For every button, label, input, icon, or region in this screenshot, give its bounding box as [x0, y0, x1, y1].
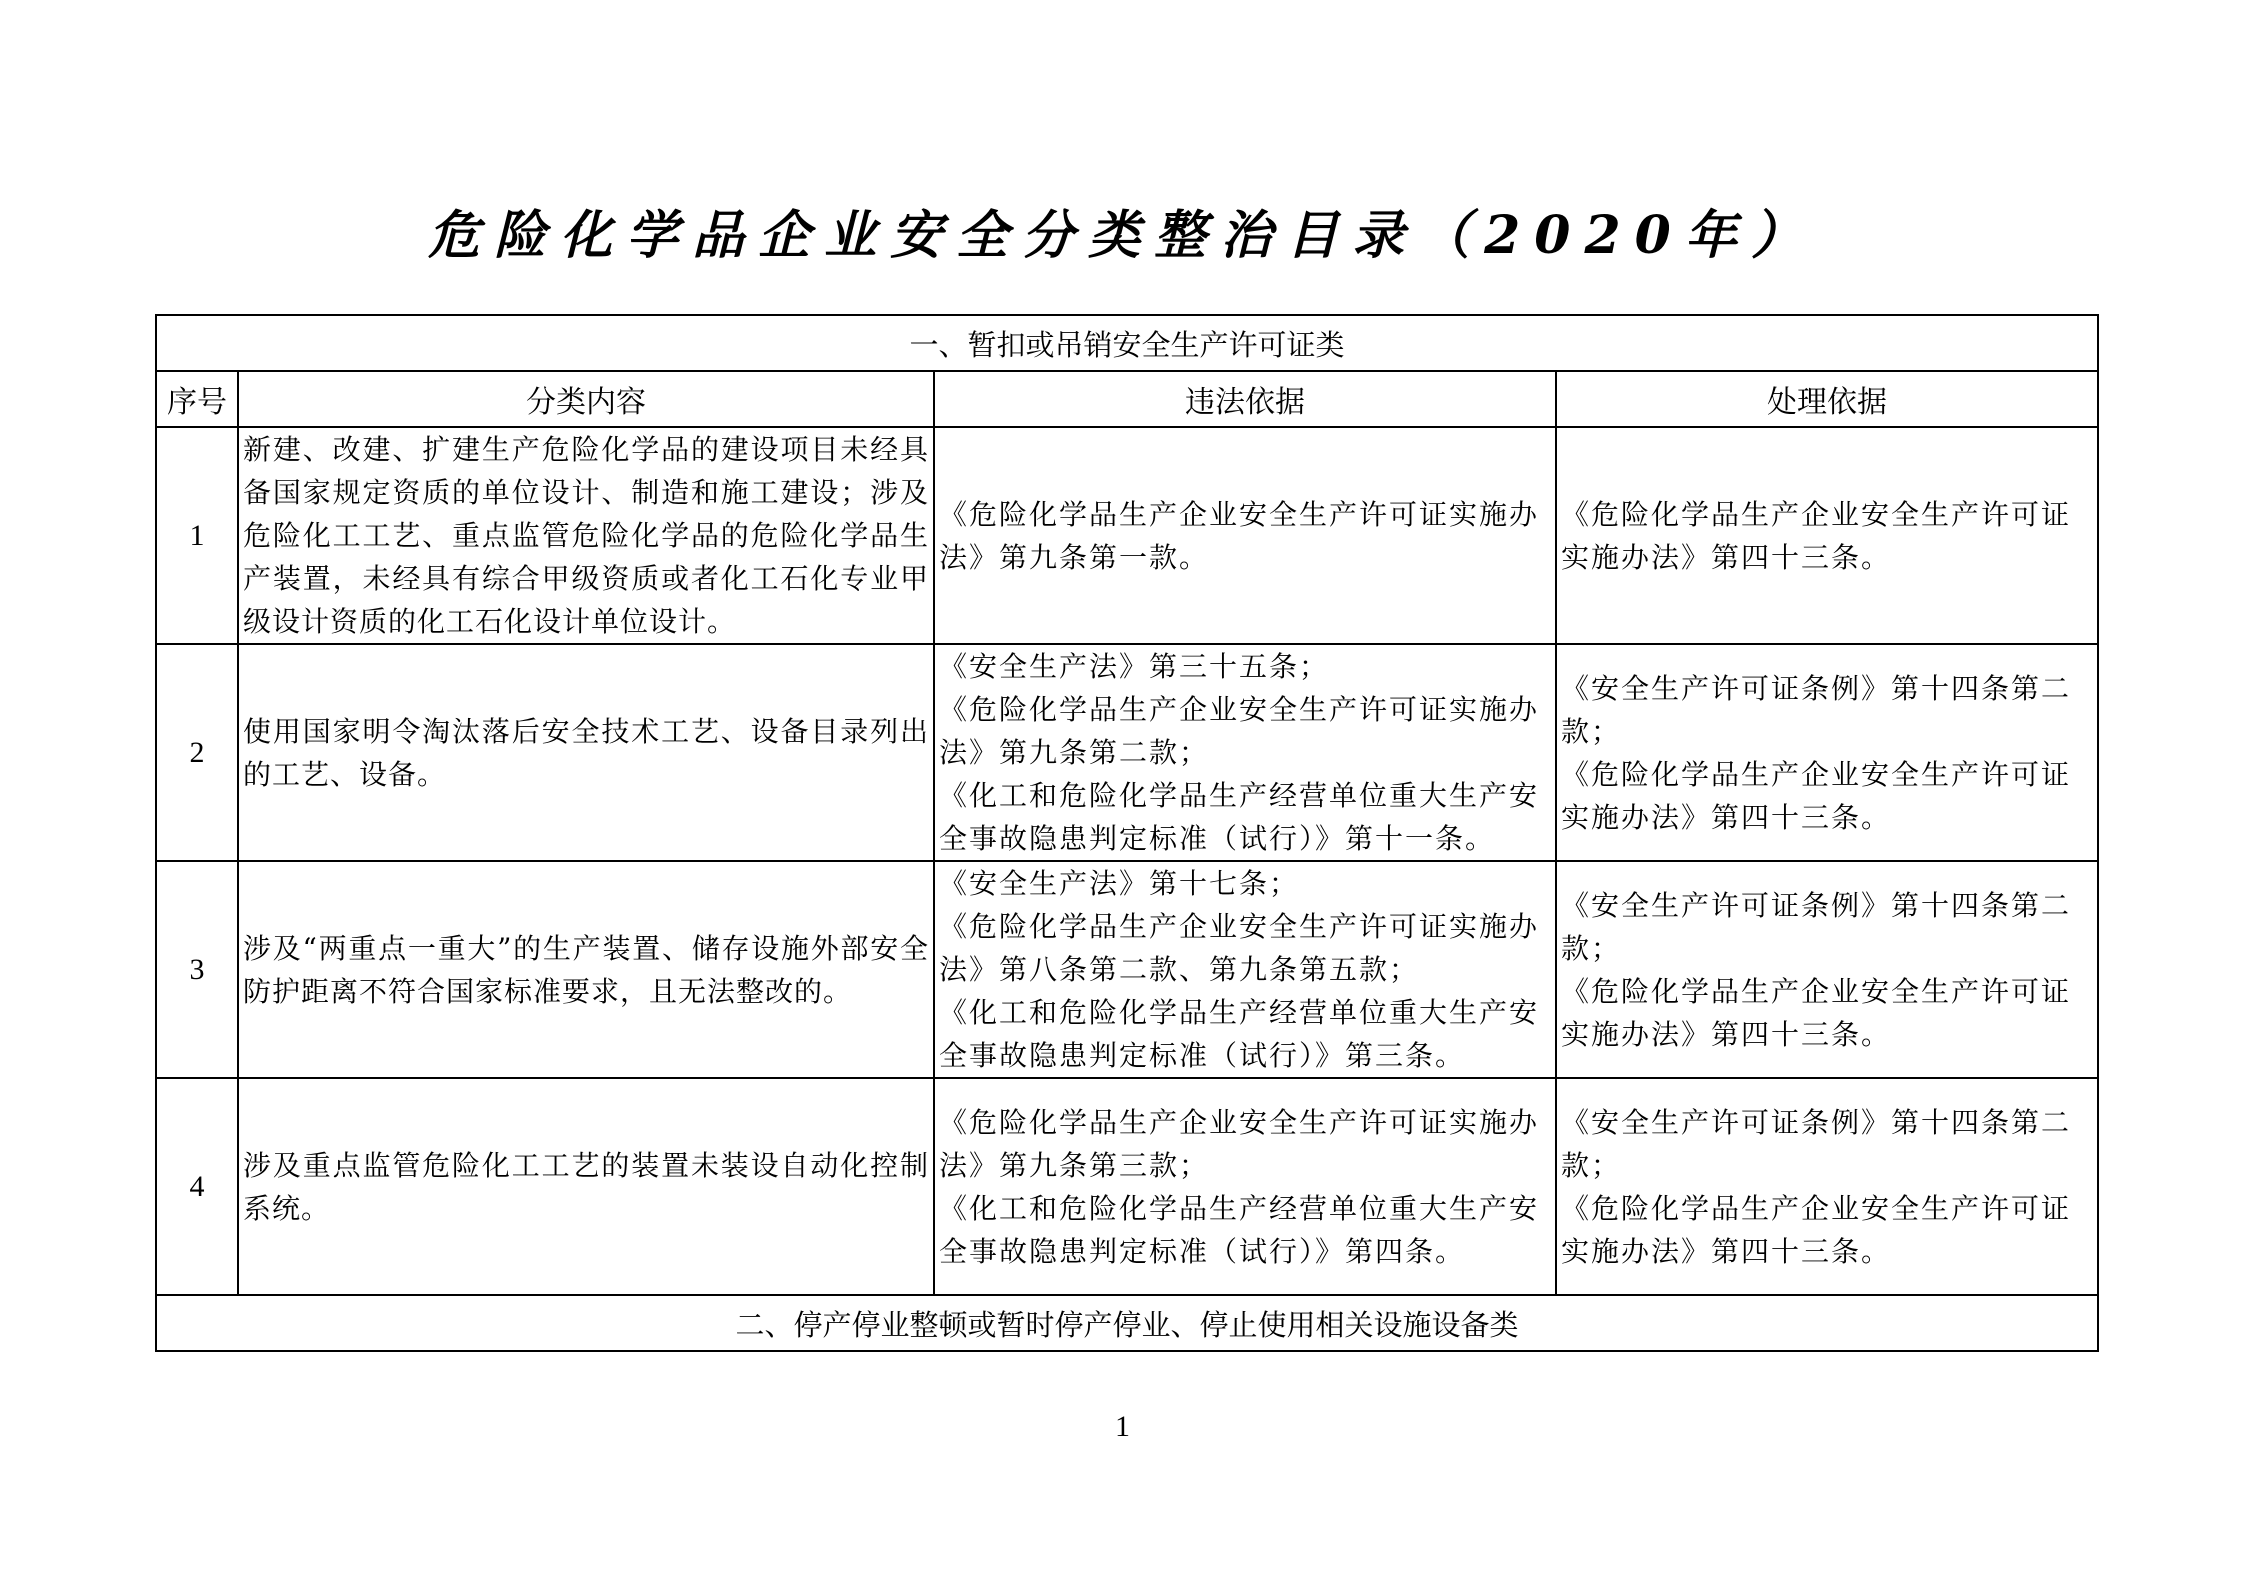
handling-line: 《危险化学品生产企业安全生产许可证实施办法》第四十三条。	[1561, 757, 2072, 834]
section-2-title: 二、停产停业整顿或暂时停产停业、停止使用相关设施设备类	[156, 1295, 2098, 1351]
row-handling	[1556, 427, 2098, 644]
handling-line: 《安全生产许可证条例》第十四条第二款；	[1561, 888, 2072, 965]
header-row	[156, 371, 2098, 427]
row-violation	[934, 861, 1556, 1078]
violation-line: 《安全生产法》第十七条；	[939, 867, 1300, 900]
handling-line: 《危险化学品生产企业安全生产许可证实施办法》第四十三条。	[1561, 497, 2072, 574]
col-header-content: 分类内容	[238, 371, 934, 427]
catalog-table	[155, 314, 2099, 1352]
violation-line: 《化工和危险化学品生产经营单位重大生产安全事故隐患判定标准（试行）》第四条。	[939, 1191, 1540, 1268]
table-row	[156, 861, 2098, 1078]
violation-line: 《危险化学品生产企业安全生产许可证实施办法》第九条第二款；	[939, 693, 1540, 769]
table-row	[156, 427, 2098, 644]
violation-line: 《危险化学品生产企业安全生产许可证实施办法》第九条第一款。	[939, 497, 1540, 574]
violation-line: 《安全生产法》第三十五条；	[939, 650, 1330, 683]
row-number: 2	[156, 644, 238, 861]
row-content: 涉及重点监管危险化工工艺的装置未装设自动化控制系统。	[238, 1078, 934, 1295]
handling-line: 《危险化学品生产企业安全生产许可证实施办法》第四十三条。	[1561, 974, 2072, 1051]
col-header-violation: 违法依据	[934, 371, 1556, 427]
document-title: 危险化学品企业安全分类整治目录（2020年）	[428, 205, 1817, 266]
handling-line: 《危险化学品生产企业安全生产许可证实施办法》第四十三条。	[1561, 1191, 2072, 1268]
row-violation	[934, 644, 1556, 861]
section-row	[156, 315, 2098, 371]
section-row	[156, 1295, 2098, 1351]
row-handling	[1556, 861, 2098, 1078]
row-number: 4	[156, 1078, 238, 1295]
row-content: 使用国家明令淘汰落后安全技术工艺、设备目录列出的工艺、设备。	[238, 644, 934, 861]
page-number: 1	[1115, 1410, 1130, 1443]
row-handling	[1556, 1078, 2098, 1295]
col-header-handling: 处理依据	[1556, 371, 2098, 427]
section-1-title: 一、暂扣或吊销安全生产许可证类	[156, 315, 2098, 371]
row-number: 1	[156, 427, 238, 644]
col-header-num: 序号	[156, 371, 238, 427]
handling-line: 《安全生产许可证条例》第十四条第二款；	[1561, 671, 2072, 748]
violation-line: 《化工和危险化学品生产经营单位重大生产安全事故隐患判定标准（试行）》第三条。	[939, 996, 1540, 1072]
handling-line: 《安全生产许可证条例》第十四条第二款；	[1561, 1105, 2072, 1182]
violation-line: 《危险化学品生产企业安全生产许可证实施办法》第九条第三款；	[939, 1105, 1540, 1182]
row-content: 新建、改建、扩建生产危险化学品的建设项目未经具备国家规定资质的单位设计、制造和施工建设；涉及危险化工工艺、重点监管危险化学品的危险化学品生产装置，未经具有综合甲级资质或者化工石化专业甲级设计资质的化工石化设计单位设计。	[238, 427, 934, 644]
table-row	[156, 644, 2098, 861]
row-handling	[1556, 644, 2098, 861]
row-violation	[934, 427, 1556, 644]
violation-line: 《化工和危险化学品生产经营单位重大生产安全事故隐患判定标准（试行）》第十一条。	[939, 779, 1540, 855]
table-row	[156, 1078, 2098, 1295]
row-number: 3	[156, 861, 238, 1078]
row-content: 涉及“两重点一重大”的生产装置、储存设施外部安全防护距离不符合国家标准要求，且无法整改的。	[238, 861, 934, 1078]
violation-line: 《危险化学品生产企业安全生产许可证实施办法》第八条第二款、第九条第五款；	[939, 910, 1540, 986]
row-violation	[934, 1078, 1556, 1295]
